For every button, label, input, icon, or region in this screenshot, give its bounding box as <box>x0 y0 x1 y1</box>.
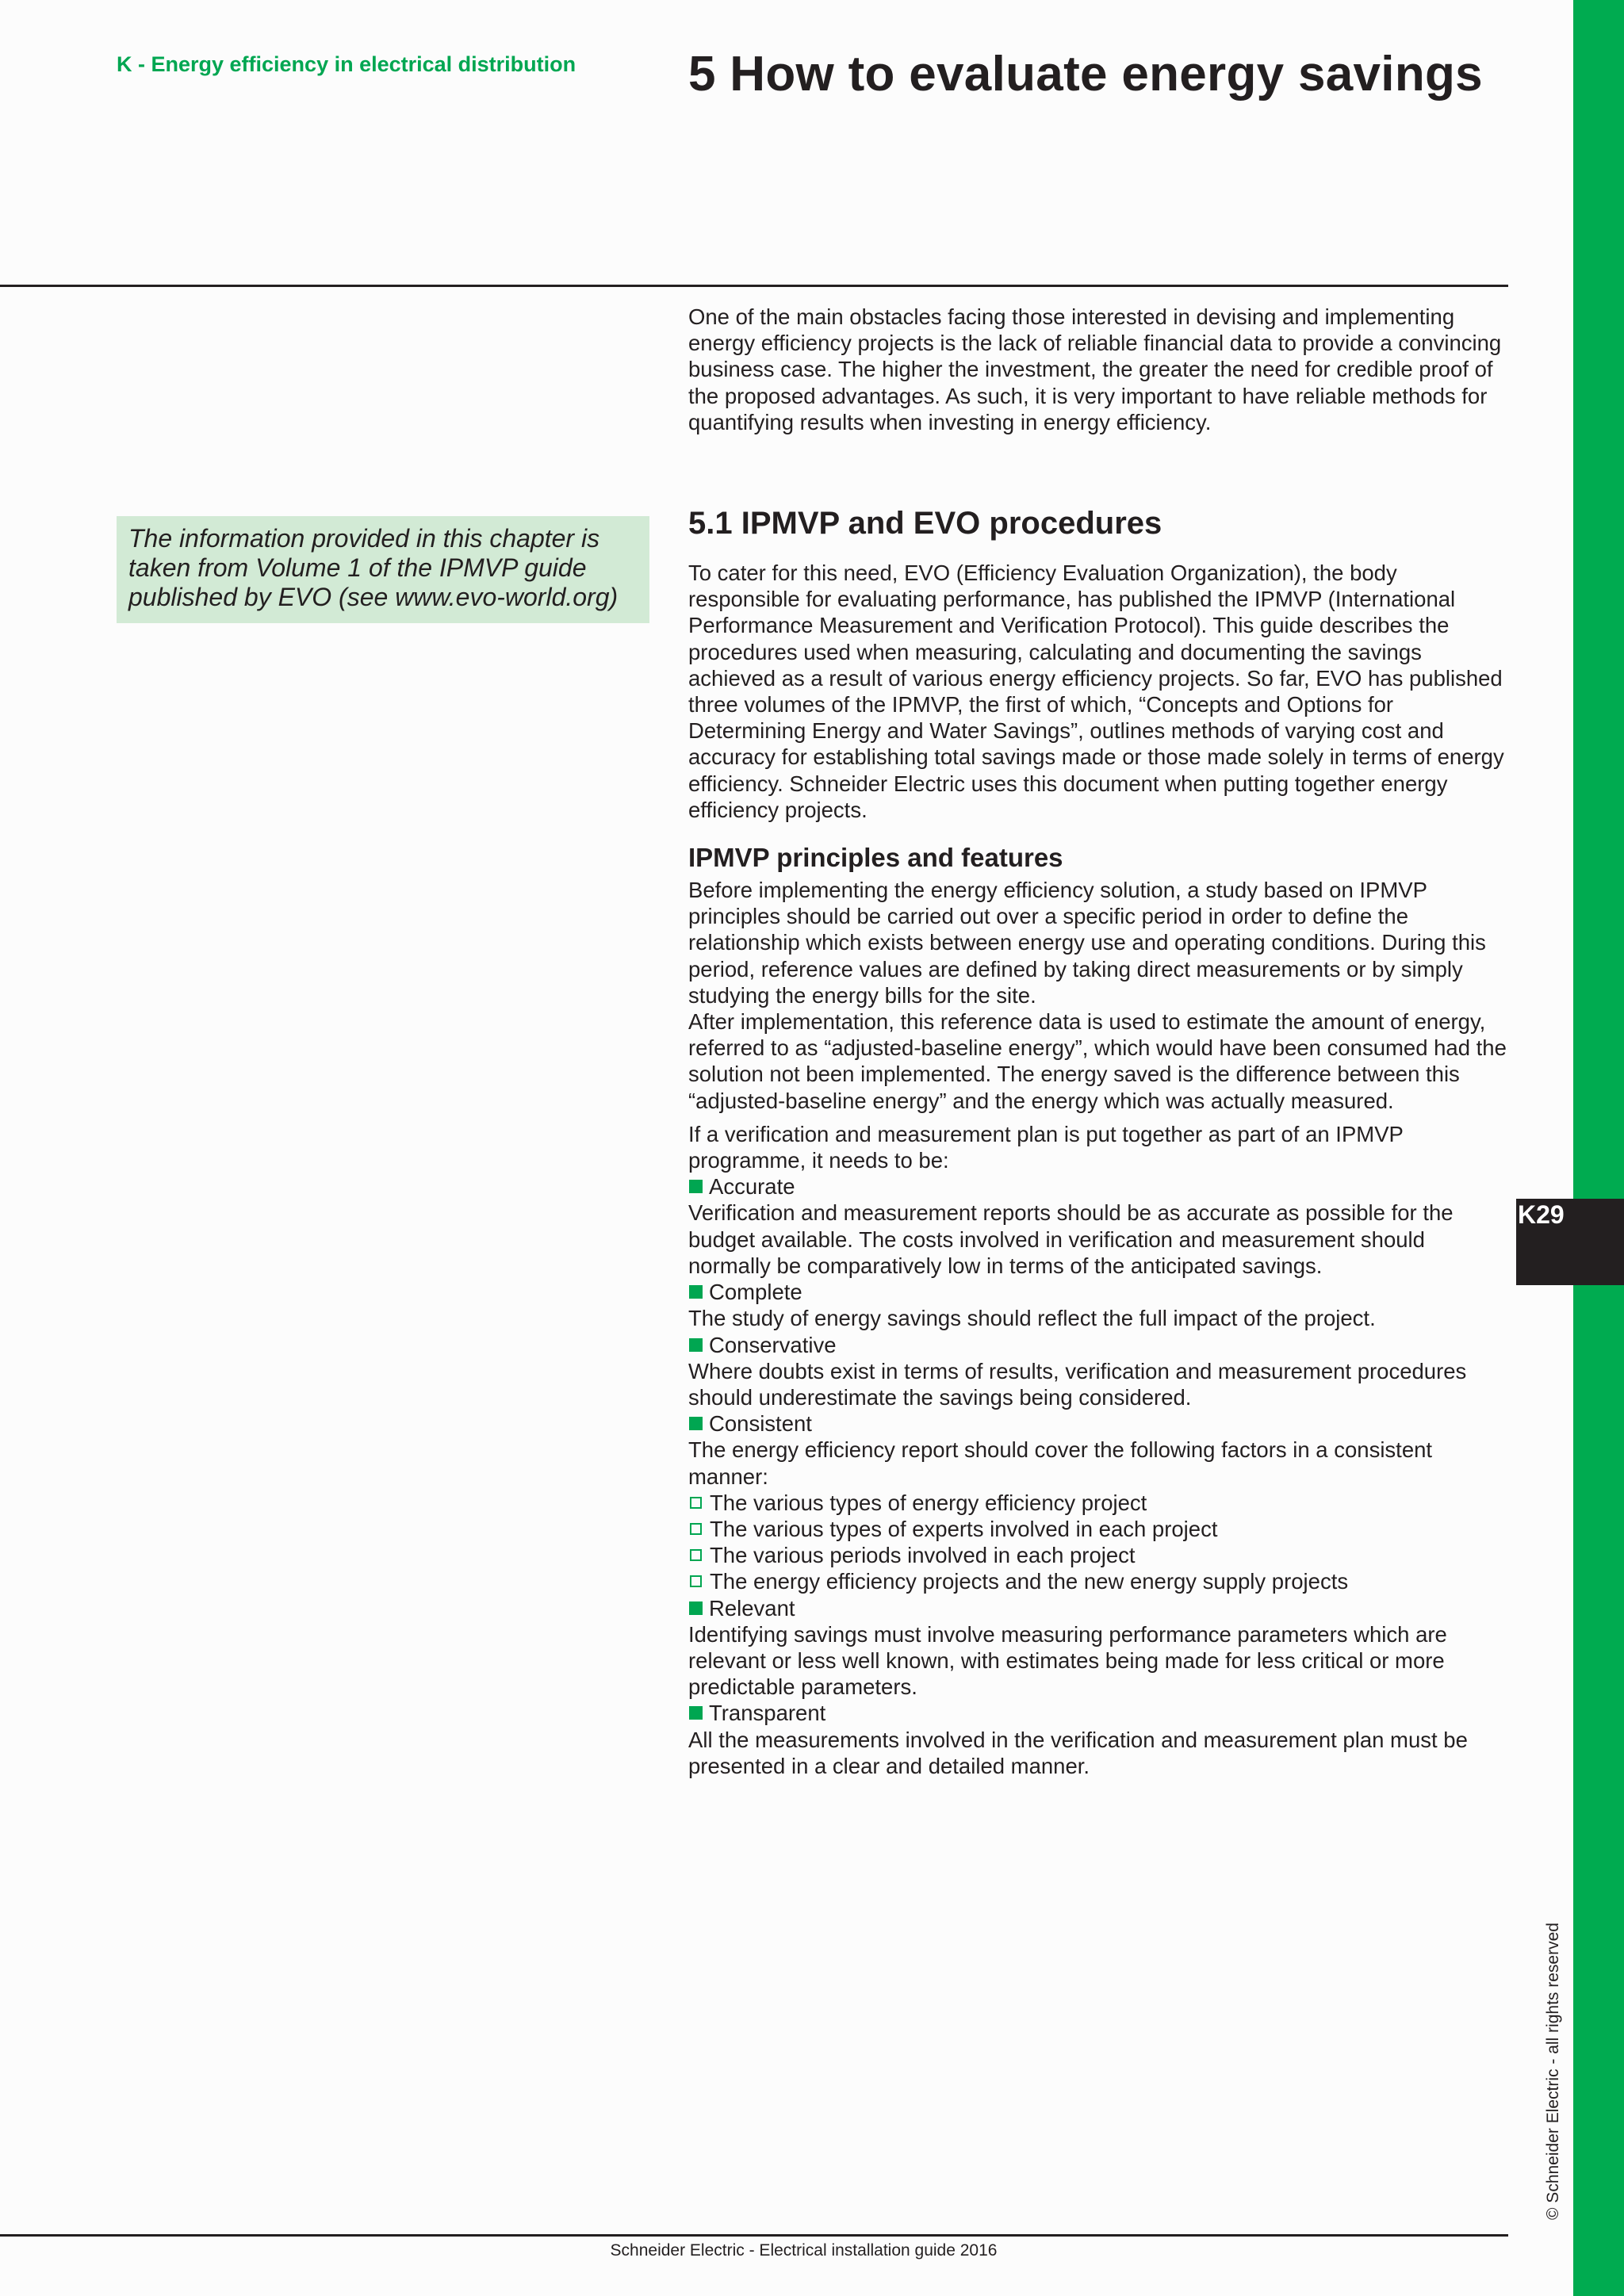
footer-text: Schneider Electric - Electrical installation guide 2016 <box>610 2241 998 2260</box>
list-item-text: The study of energy savings should reflect the full impact of the project. <box>688 1306 1376 1331</box>
list-item-label: Transparent <box>709 1701 826 1726</box>
footer <box>0 2241 1624 2260</box>
page-number: K29 <box>1518 1200 1565 1229</box>
list-item <box>688 1595 1513 1621</box>
list-item-label: Relevant <box>709 1595 795 1621</box>
list-item-text: The energy efficiency report should cover the following factors in a consistent manner: <box>688 1437 1433 1489</box>
principles-paragraph-3: If a verification and measurement plan is put together as part of an IPMVP programme, it needs to be: <box>688 1121 1404 1173</box>
list-item <box>688 1700 1513 1726</box>
footer-divider <box>0 2234 1508 2237</box>
hollow-square-bullet-icon <box>690 1575 702 1587</box>
list-item-text: Verification and measurement reports should be as accurate as possible for the budget available. The costs involved in verification and measurement should normally be comparatively low in terms of the anticipated savings. <box>688 1200 1454 1278</box>
sidenote-text: The information provided in this chapter is taken from Volume 1 of the IPMVP guide published by EVO (see www.evo-world.org) <box>128 524 619 611</box>
running-head: K - Energy efficiency in electrical distribution <box>117 52 576 76</box>
list-item <box>688 1332 1513 1358</box>
principles-paragraph-1: Before implementing the energy efficiency solution, a study based on IPMVP principles should be carried out over a specific period in order to define the relationship which exists between energy use and operating conditions. During this period, reference values are defined by taking direct measurements or by simply studying the energy bills for the site. <box>688 878 1486 1008</box>
filled-square-bullet-icon <box>689 1601 703 1615</box>
list-item-text: Identifying savings must involve measuring performance parameters which are relevant or less well known, with estimates being made for less critical or more predictable parameters. <box>688 1621 1447 1700</box>
filled-square-bullet-icon <box>689 1180 703 1193</box>
hollow-square-bullet-icon <box>690 1497 702 1509</box>
criteria-list <box>688 1173 1513 1779</box>
list-item-label: Consistent <box>709 1411 812 1437</box>
list-item-label: Conservative <box>709 1332 837 1357</box>
filled-square-bullet-icon <box>689 1417 703 1430</box>
principles-paragraph-2: After implementation, this reference data is used to estimate the amount of energy, referred to as “adjusted-baseline energy”, which would have been consumed had the solution not been implemented. The energy saved is the difference between this “adjusted-baseline energy” and the energy which was actually measured. <box>688 1009 1507 1113</box>
filled-square-bullet-icon <box>689 1706 703 1720</box>
sub-list-item <box>688 1490 1513 1516</box>
list-item <box>688 1410 1513 1437</box>
header-divider <box>0 285 1508 287</box>
copyright-notice: © Schneider Electric - all rights reserved <box>1544 1923 1562 2220</box>
page-number-tab <box>1516 1199 1624 1285</box>
hollow-square-bullet-icon <box>690 1523 702 1535</box>
list-item-text: Where doubts exist in terms of results, verification and measurement procedures should underestimate the savings being considered. <box>688 1358 1467 1410</box>
list-item <box>688 1173 1513 1200</box>
sub-list-item-text: The various periods involved in each project <box>710 1543 1136 1568</box>
intro-paragraph: One of the main obstacles facing those interested in devising and implementing energy efficiency projects is the lack of reliable financial data to provide a convincing business case. The higher the investment, the greater the need for credible proof of the proposed advantages. As such, it is very important to have reliable methods for quantifying results when investing in energy efficiency. <box>688 304 1502 434</box>
sub-list-item <box>688 1516 1513 1542</box>
main-column <box>688 304 1513 1779</box>
subsection-heading: IPMVP principles and features <box>688 843 1063 873</box>
list-item-label: Complete <box>709 1280 802 1305</box>
list-item-text: All the measurements involved in the verification and measurement plan must be presented in a clear and detailed manner. <box>688 1727 1468 1778</box>
sub-list-item-text: The various types of experts involved in each project <box>710 1516 1218 1541</box>
chapter-title: 5 How to evaluate energy savings <box>688 47 1483 101</box>
section-paragraph: To cater for this need, EVO (Efficiency Evaluation Organization), the body responsible for evaluating performance, has published the IPMVP (International Performance Measurement and Verification Protocol). This guide describes the procedures used when measuring, calculating and documenting the savings achieved as a result of various energy efficiency projects. So far, EVO has published three volumes of the IPMVP, the first of which, “Concepts and Options for Determining Energy and Water Savings”, outlines methods of varying cost and accuracy for establishing total savings made or those made solely in terms of energy efficiency. Schneider Electric uses this document when putting together energy efficiency projects. <box>688 561 1504 822</box>
sub-list-item <box>688 1568 1513 1594</box>
filled-square-bullet-icon <box>689 1285 703 1299</box>
sub-list-item <box>688 1542 1513 1568</box>
hollow-square-bullet-icon <box>690 1549 702 1561</box>
sidenote-box <box>117 516 649 623</box>
filled-square-bullet-icon <box>689 1338 703 1352</box>
sub-list-item-text: The energy efficiency projects and the new energy supply projects <box>710 1569 1349 1594</box>
list-item-label: Accurate <box>709 1174 795 1200</box>
section-heading: 5.1 IPMVP and EVO procedures <box>688 506 1162 541</box>
list-item <box>688 1279 1513 1305</box>
side-color-bar <box>1573 0 1624 2296</box>
sub-list-item-text: The various types of energy efficiency project <box>710 1490 1147 1515</box>
